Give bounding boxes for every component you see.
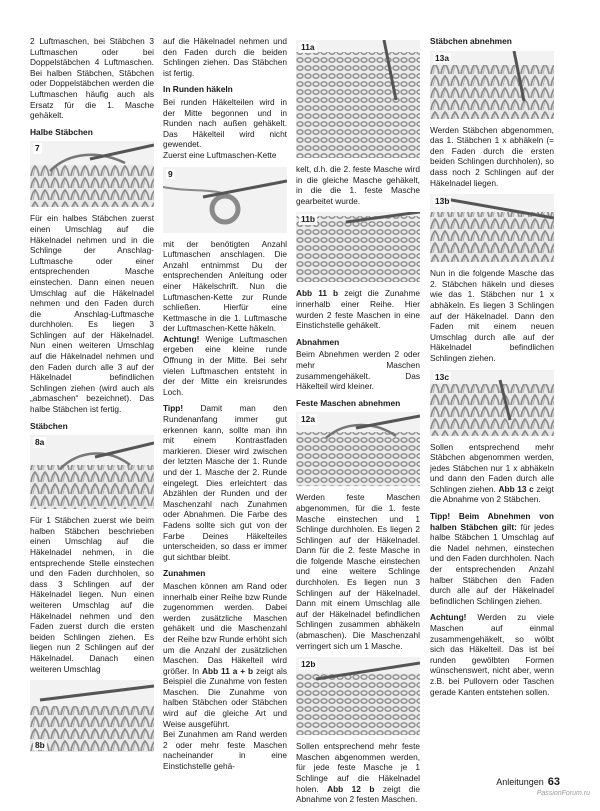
achtung-label: Achtung! [163, 333, 200, 344]
photo-figure-7 [30, 141, 154, 207]
paragraph: Bei Zunahmen am Rand werden 2 oder mehr feste Maschen nacheinander in eine Einstichstelle gehä- [163, 729, 287, 772]
crochet-photo [163, 167, 287, 233]
photo-figure-9 [163, 167, 287, 233]
crochet-photo [30, 435, 154, 509]
hook-icon [203, 181, 287, 197]
heading-halbe-staebchen: Halbe Stäbchen [30, 126, 93, 137]
paragraph: Achtung! Werden zu viele Maschen auf einmal zusammengehäkelt, so wölbt sich das Häkelteil. Das ist bei runden gewölbten Formen wünschenswert, nicht aber, wenn z.B. bei Pullovern oder Taschen gerade Kanten entstehen sollen. [430, 612, 554, 697]
paragraph: Zuerst eine Luftmaschen-Kette [163, 149, 277, 160]
achtung-label: Achtung! [430, 612, 467, 623]
paragraph: Sollen entsprechend mehr Stäbchen abgenommen werden, jedes Stäbchen nur 1 x abhäkeln und dann den Faden durch alle Schlingen ziehen. Abb 13 c zeigt die Abnahme von 2 Stäbchen. [430, 441, 554, 505]
figure-label: 13b [435, 196, 450, 207]
paragraph: Nun in die folgende Masche das 2. Stäbchen häkeln und dieses wie das 1. Stäbchen nur 1 x abhäkeln. Es liegen 3 Schlingen auf der Häkelnadel. Dann den Faden mit einem neuen Umschlag durch alle auf der Häkelnadel befindlichen Schlingen ziehen. [430, 268, 554, 363]
column-2 [163, 36, 287, 778]
photo-figure-12a [296, 412, 420, 486]
photo-figure-8b [30, 680, 154, 752]
heading-in-runden: In Runden häkeln [163, 84, 233, 95]
figure-label: 13c [435, 371, 449, 382]
heading-zunahmen: Zunahmen [163, 568, 206, 579]
paragraph: mit der benötigten Anzahl Luftmaschen anschlagen. Die Anzahl entnimmst Du der entsprechenden Anleitung oder einer Häkelschrift. Nun die Luftmaschen-Kette zur Runde schließen. Hierfür eine Kettmasche in die 1. Luftmasche der Luftmaschen-Kette häkeln. Achtung! Wenige Luftmaschen ergeben eine kleine runde Öffnung in der Mitte. Bei sehr vielen Luftmaschen entsteht in der der Mitte ein kreisrundes Loch. [163, 238, 287, 397]
photo-figure-12b [296, 657, 420, 735]
paragraph: Werden Stäbchen abgenommen, das 1. Stäbchen 1 x abhäkeln (= den Faden durch die ersten beiden Schlingen durchholen), so dass noch 2 Schlingen auf der Häkelnadel liegen. [430, 124, 554, 188]
paragraph: Werden feste Maschen abgenommen, für die 1. feste Masche einstechen und 1 Schlinge durchholen. Es liegen 2 Schlingen auf der Häkelnadel. Dann für die 2. feste Masche in die folgende Masche einstechen und eine weitere Schlinge durchholen. Es liegen nun 3 Schlingen auf der Häkelnadel. Dann mit einem Umschlag alle auf der Häkelnadel befindlichen Schlingen zusammen abhäkeln (abmaschen). Die Maschenzahl verringert sich um 1 Masche. [296, 492, 420, 651]
tipp-label: Tipp! [163, 403, 184, 414]
paragraph: Tipp! Damit man den Rundenanfang immer gut erkennen kann, sollte man ihn mit einem Kontrastfaden markieren. Dieser wird zwischen der letzten Masche der 1. Runde und der 1. Masche der 2. Runde eingelegt. Dies erleichtert das Abzählen der Runden und der Maschenzahl nach Zunahmen oder Abnahmen. Die Farbe des Fadens sollte sich gut von der Farbe Deines Häkelteiles unterscheiden, so dass er immer gut sichtbar bleibt. [163, 403, 287, 562]
paragraph: Für ein halbes Stäbchen zuerst einen Umschlag auf die Häkelnadel nehmen und in die Schlinge der Anschlag-Luftmasche oder einer entsprechenden Masche einstechen. Dann einen neuen Umschlag auf die Häkelnadel nehmen und den Faden durch die Anschlag-Luftmasche durchholen. Es liegen 3 Schlingen auf der Häkelnadel. Nun einen weiteren Umschlag auf die Häkelnadel nehmen und den Faden durch alle 3 auf der Häkelnadel befindlichen Schlingen ziehen (wird auch als „abmaschen“ bezeichnet). Das halbe Stäbchen ist fertig. [30, 213, 154, 415]
figure-label: 8b [35, 739, 45, 750]
hook-icon [356, 416, 420, 428]
figure-label: 11a [301, 42, 315, 52]
photo-figure-13c [430, 370, 554, 436]
hook-icon [40, 686, 154, 700]
figure-label: 13a [435, 52, 449, 63]
paragraph: Abb 11 b zeigt die Zunahme innerhalb einer Reihe. Hier wurden 2 feste Maschen in eine Einstichstelle gehäkelt. [296, 288, 420, 331]
hook-icon [95, 443, 154, 457]
figure-label: 7 [35, 143, 40, 154]
paragraph: Maschen können am Rand oder innerhalb einer Reihe bzw Runde zugenommen werden. Dabei werden zusätzliche Maschen gehäkelt und die Maschenzahl der Reihe bzw Runde erhöht sich um die Anzahl der zusätzlichen Maschen. Das Häkelteil wird größer. In Abb 11 a + b zeigt als Beispiel die Zunahme von festen Maschen. Die Zunahme von halben Stäbchen oder Stäbchen wird auf die gleiche Art und Weise ausgeführt. [163, 580, 287, 729]
crochet-photo [296, 40, 420, 158]
photo-figure-11b [296, 212, 420, 282]
column-4 [430, 36, 554, 703]
heading-feste-maschen-abnehmen: Feste Maschen abnehmen [296, 397, 401, 408]
figure-label: 12a [301, 414, 315, 425]
paragraph: kelt, d.h. die 2. feste Masche wird in die gleiche Masche gehäkelt, in die die 1. feste Masche gearbeitet wurde. [296, 164, 420, 206]
paragraph: Tipp! Beim Abnehmen von halben Stäbchen gilt: für jedes halbe Stäbchen 1 Umschlag auf die Nadel nehmen, einstechen und den Faden durchholen. Nach der entsprechenden Anzahl halber Stäbchen den Faden durch alle auf der Häkelnadel befindlichen Schlingen ziehen. [430, 511, 554, 606]
photo-figure-13b [430, 194, 554, 262]
tipp-label: Tipp! [430, 511, 451, 522]
paragraph: Für 1 Stäbchen zuerst wie beim halben Stäbchen beschrieben einen Umschlag auf die Häkelnadel nehmen, in die entsprechende Stelle einstechen und den Faden durchholen, so dass 3 Schlingen auf der Häkelnadel liegen. Nun einen weiteren Umschlag auf die Häkelnadel nehmen und den Faden zuerst durch die ersten beiden Schlingen ziehen. Es liegen nun 2 Schlingen auf der Häkelnadel. Danach einen weiteren Umschlag [30, 515, 154, 674]
figure-label: 12b [301, 659, 316, 670]
column-1 [30, 36, 154, 758]
heading-abnahmen: Abnahmen [296, 336, 340, 347]
crochet-photo [30, 680, 154, 752]
paragraph: Bei runden Häkelteilen wird in der Mitte begonnen und in Runden nach außen gehäkelt. Das Häkelteil wird nicht gewendet. [163, 96, 287, 150]
paragraph: Sollen entsprechend mehr feste Maschen abgenommen werden, für jede feste Masche je 1 Schlinge auf die Häkelnadel holen. Abb 12 b zeigt die Abnahme von 2 festen Maschen. [296, 741, 420, 805]
watermark: PassionForum.ru [536, 790, 590, 797]
photo-figure-13a [430, 51, 554, 119]
photo-figure-8a [30, 435, 154, 509]
hook-icon [90, 145, 154, 159]
photo-figure-11a [296, 40, 420, 158]
paragraph: 2 Luftmaschen, bei Stäbchen 3 Luftmaschen oder bei Doppelstäbchen 4 Luftmaschen. Bei halben Stäbchen, Stäbchen oder Doppelstäbchen werden die Luftmaschen häufig auch als Ersatz für die 1. Masche gehäkelt. [30, 36, 154, 121]
crochet-photo [30, 141, 154, 207]
heading-staebchen: Stäbchen [30, 420, 68, 431]
figure-label: 11b [301, 214, 315, 225]
paragraph: auf die Häkelnadel nehmen und den Faden durch die beiden Schlingen ziehen. Das Stäbchen ist fertig. [163, 36, 287, 78]
footer-section: Anleitungen [496, 777, 544, 787]
figure-label: 9 [168, 168, 173, 179]
figure-label: 8a [35, 437, 45, 448]
paragraph: Beim Abnehmen werden 2 oder mehr Maschen zusammengehäkelt. Das Häkelteil wird kleiner. [296, 349, 420, 392]
page-number: 63 [547, 776, 560, 788]
heading-staebchen-abnehmen: Stäbchen abnehmen [430, 36, 512, 46]
column-3 [296, 36, 420, 811]
page-footer [496, 776, 560, 788]
